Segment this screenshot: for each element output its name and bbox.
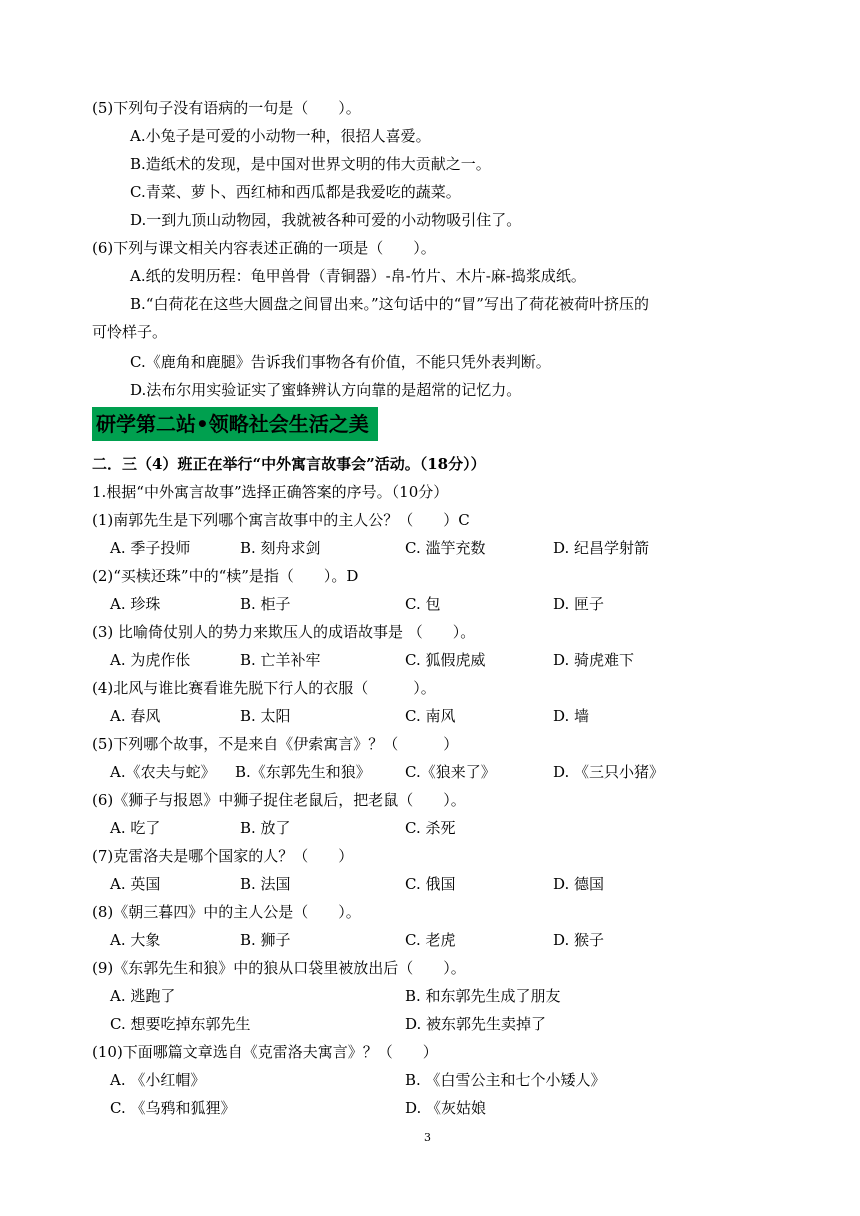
mc-question-7-option-d: D. 德国: [553, 875, 605, 893]
question-5-option-b: B.造纸术的发现，是中国对世界文明的伟大贡献之一。: [130, 155, 491, 173]
mc-question-6-option-b: B. 放了: [240, 819, 291, 837]
question-5-stem: (5)下列句子没有语病的一句是（ ）。: [92, 99, 361, 117]
mc-question-10-option-a: A. 《小红帽》: [110, 1071, 206, 1089]
section-2-title: 二．三（4）班正在举行“中外寓言故事会”活动。（18分））: [92, 455, 486, 473]
mc-question-5-option-c: C.《狼来了》: [405, 763, 496, 781]
question-6-stem: (6)下列与课文相关内容表述正确的一项是（ ）。: [92, 239, 436, 257]
mc-question-5-option-a: A.《农夫与蛇》: [110, 763, 216, 781]
section-2-sub-1: 1.根据“中外寓言故事”选择正确答案的序号。（10分）: [92, 483, 449, 501]
mc-question-8-option-c: C. 老虎: [405, 931, 456, 949]
mc-question-8-option-a: A. 大象: [110, 931, 161, 949]
mc-question-8-stem: (8)《朝三暮四》中的主人公是（ ）。: [92, 903, 361, 921]
mc-question-7-option-a: A. 英国: [110, 875, 161, 893]
mc-question-1-option-a: A. 季子投师: [110, 539, 191, 557]
mc-question-3-option-d: D. 骑虎难下: [553, 651, 635, 669]
mc-question-3-stem: (3) 比喻倚仗别人的势力来欺压人的成语故事是 （ ）。: [92, 623, 476, 641]
mc-question-7-stem: (7)克雷洛夫是哪个国家的人？（ ）: [92, 847, 354, 865]
mc-question-2-option-b: B. 柜子: [240, 595, 291, 613]
mc-question-9-option-c: C. 想要吃掉东郭先生: [110, 1015, 251, 1033]
mc-question-4-option-c: C. 南风: [405, 707, 456, 725]
mc-question-1-stem: (1)南郭先生是下列哪个寓言故事中的主人公？（ ）C: [92, 511, 470, 529]
mc-question-3-option-a: A. 为虎作伥: [110, 651, 191, 669]
mc-question-1-option-c: C. 滥竽充数: [405, 539, 486, 557]
mc-question-10-option-b: B. 《白雪公主和七个小矮人》: [405, 1071, 606, 1089]
section-banner: 研学第二站•领略社会生活之美: [92, 407, 378, 441]
question-6-option-b-cont: 可怜样子。: [92, 323, 168, 341]
question-6-option-d: D.法布尔用实验证实了蜜蜂辨认方向靠的是超常的记忆力。: [130, 381, 522, 399]
mc-question-2-option-d: D. 匣子: [553, 595, 605, 613]
mc-question-1-option-d: D. 纪昌学射箭: [553, 539, 650, 557]
mc-question-9-option-a: A. 逃跑了: [110, 987, 176, 1005]
question-6-option-b: B.“白荷花在这些大圆盘之间冒出来。”这句话中的“冒”写出了荷花被荷叶挤压的: [130, 295, 649, 313]
mc-question-6-stem: (6)《狮子与报恩》中狮子捉住老鼠后，把老鼠（ ）。: [92, 791, 466, 809]
mc-question-4-option-d: D. 墙: [553, 707, 590, 725]
question-6-option-a: A.纸的发明历程：龟甲兽骨（青铜器）-帛-竹片、木片-麻-捣浆成纸。: [130, 267, 586, 285]
mc-question-4-option-a: A. 春风: [110, 707, 161, 725]
mc-question-5-option-b: B.《东郭先生和狼》: [235, 763, 371, 781]
mc-question-7-option-b: B. 法国: [240, 875, 291, 893]
question-5-option-a: A.小兔子是可爱的小动物一种，很招人喜爱。: [130, 127, 431, 145]
mc-question-8-option-d: D. 猴子: [553, 931, 605, 949]
mc-question-9-option-b: B. 和东郭先生成了朋友: [405, 987, 561, 1005]
mc-question-9-option-d: D. 被东郭先生卖掉了: [405, 1015, 547, 1033]
mc-question-2-stem: (2)“买椟还珠”中的“椟”是指（ ）。D: [92, 567, 359, 585]
question-5-option-c: C.青菜、萝卜、西红柿和西瓜都是我爱吃的蔬菜。: [130, 183, 461, 201]
mc-question-2-option-a: A. 珍珠: [110, 595, 161, 613]
mc-question-10-option-c: C. 《乌鸦和狐狸》: [110, 1099, 236, 1117]
mc-question-3-option-b: B. 亡羊补牢: [240, 651, 321, 669]
question-6-option-c: C.《鹿角和鹿腿》告诉我们事物各有价值，不能只凭外表判断。: [130, 353, 551, 371]
mc-question-1-option-b: B. 刻舟求剑: [240, 539, 321, 557]
page-number: 3: [424, 1131, 431, 1144]
mc-question-6-option-a: A. 吃了: [110, 819, 161, 837]
mc-question-7-option-c: C. 俄国: [405, 875, 456, 893]
mc-question-2-option-c: C. 包: [405, 595, 441, 613]
mc-question-9-stem: (9)《东郭先生和狼》中的狼从口袋里被放出后（ ）。: [92, 959, 466, 977]
mc-question-3-option-c: C. 狐假虎威: [405, 651, 486, 669]
mc-question-4-stem: (4)北风与谁比赛看谁先脱下行人的衣服（ ）。: [92, 679, 436, 697]
mc-question-6-option-c: C. 杀死: [405, 819, 456, 837]
mc-question-10-stem: (10)下面哪篇文章选自《克雷洛夫寓言》？（ ）: [92, 1043, 438, 1061]
mc-question-5-option-d: D. 《三只小猪》: [553, 763, 665, 781]
mc-question-10-option-d: D. 《灰姑娘: [405, 1099, 487, 1117]
mc-question-5-stem: (5)下列哪个故事，不是来自《伊索寓言》？（ ）: [92, 735, 459, 753]
mc-question-8-option-b: B. 狮子: [240, 931, 291, 949]
question-5-option-d: D.一到九顶山动物园，我就被各种可爱的小动物吸引住了。: [130, 211, 522, 229]
mc-question-4-option-b: B. 太阳: [240, 707, 291, 725]
